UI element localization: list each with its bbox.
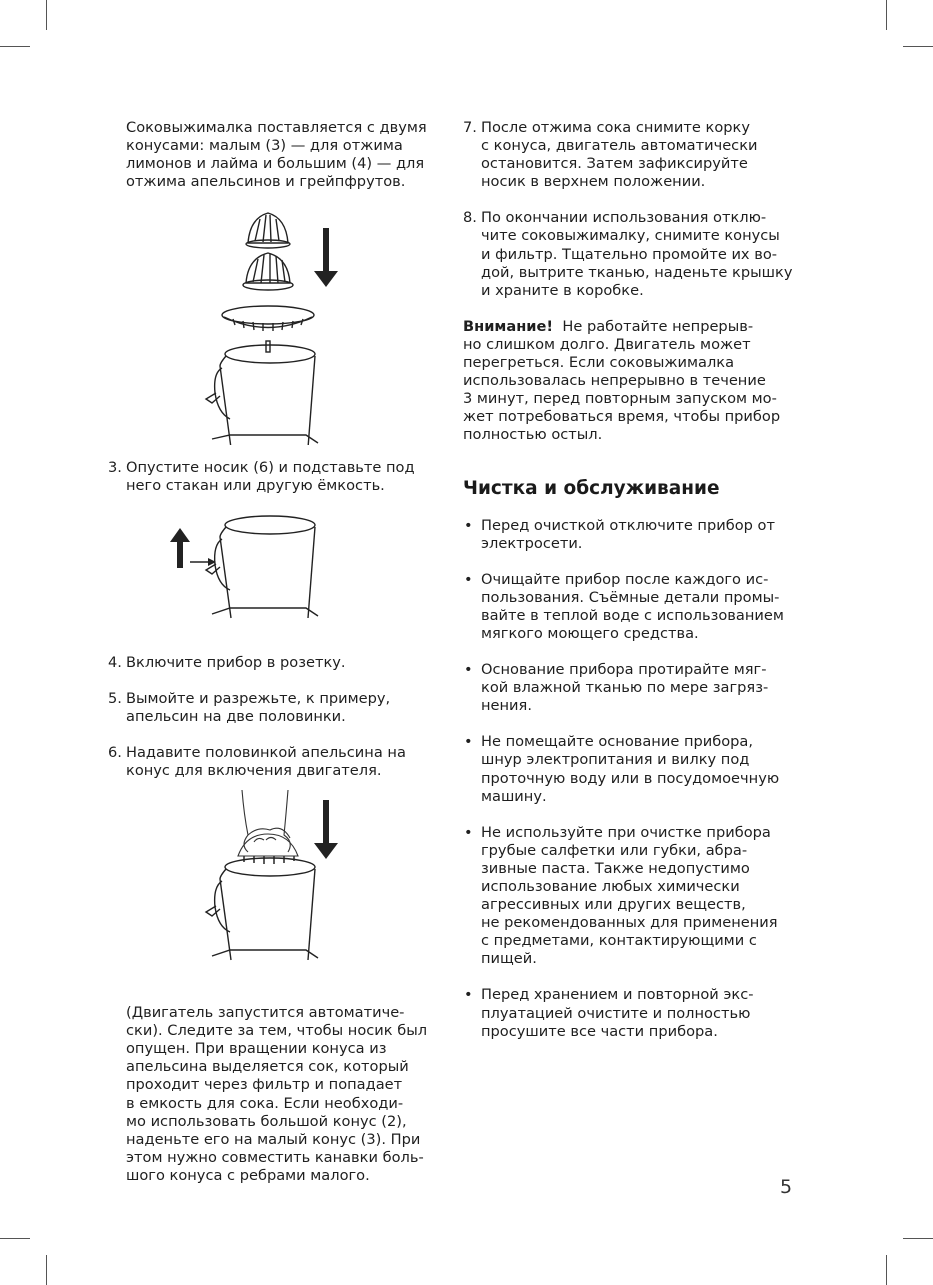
crop-mark (46, 0, 47, 30)
crop-mark (0, 1238, 30, 1239)
crop-mark (46, 1255, 47, 1285)
step-3: 3. Опустите носик (6) и подставьте под него стакан или другую ёмкость. (108, 459, 415, 495)
warning-label: Внимание! (463, 317, 554, 335)
pressing-orange-illustration (108, 790, 440, 980)
page-number: 5 (780, 1176, 793, 1198)
step-8: 8. По окончании использования отклю- чите соковыжималку, снимите конусы и фильтр. Тщательно промойте их во- дой, вытрите тканью, наденьте крышку и храните в коробке. (463, 209, 793, 299)
motor-continuation-paragraph: (Двигатель запустится автоматиче- ски). Следите за тем, чтобы носик был опущен. При вращении конуса из апельсина выделяется сок, который проходит через фильтр и попадает в емкость для сока. Если необходи- мо использовать большой конус (2), наденьте его на малый конус (3). При этом нужно совместить канавки боль- шого конуса с ребрами малого. (126, 1004, 428, 1184)
step-7: 7. После отжима сока снимите корку с конуса, двигатель автоматически остановится. Затем зафиксируйте носик в верхнем положении. (463, 119, 758, 191)
bullet-item: • Основание прибора протирайте мяг- кой влажной тканью по мере загряз- нения. (464, 661, 769, 715)
crop-mark (0, 46, 30, 47)
juicer-assembly-illustration (108, 203, 440, 445)
crop-mark (903, 1238, 933, 1239)
bullet-item: • Очищайте прибор после каждого ис- пользования. Съёмные детали промы- вайте в теплой воде с использованием мягкого моющего средства. (464, 570, 784, 642)
bullet-item: • Не помещайте основание прибора, шнур электропитания и вилку под проточную воду или в посудомоечную машину. (464, 733, 780, 805)
bullet-item: • Перед хранением и повторной экс- плуатацией очистите и полностью просушите все части прибора. (464, 986, 754, 1040)
right-column (463, 119, 803, 1041)
crop-mark (903, 46, 933, 47)
warning-paragraph: Внимание! Не работайте непрерыв- но слишком долго. Двигатель может перегреться. Если соковыжималка использовалась непрерывно в течение 3 минут, перед повторным запуском мо- жет потребоваться время, чтобы прибор полностью остыл. (463, 317, 781, 444)
left-column (108, 119, 440, 1185)
bullet-item: • Перед очисткой отключите прибор от электросети. (464, 516, 775, 552)
section-title: Чистка и обслуживание (463, 477, 720, 499)
step-4: 4. Включите прибор в розетку. (108, 653, 346, 671)
bullet-item: • Не используйте при очистке прибора грубые салфетки или губки, абра- зивные паста. Также недопустимо использование любых химически агрессивных или других веществ, не рекомендованных для применения с предметами, контактирующими с пищей. (464, 823, 778, 968)
crop-mark (886, 0, 887, 30)
crop-mark (886, 1255, 887, 1285)
step-5: 5. Вымойте и разрежьте, к примеру, апельсин на две половинки. (108, 689, 391, 725)
step-6: 6. Надавите половинкой апельсина на конус для включения двигателя. (108, 743, 406, 779)
intro-paragraph: Соковыжималка поставляется с двумя конусами: малым (3) — для отжима лимонов и лайма и большим (4) — для отжима апельсинов и грейпфрутов. (126, 119, 427, 191)
spout-lowered-illustration (108, 510, 440, 630)
